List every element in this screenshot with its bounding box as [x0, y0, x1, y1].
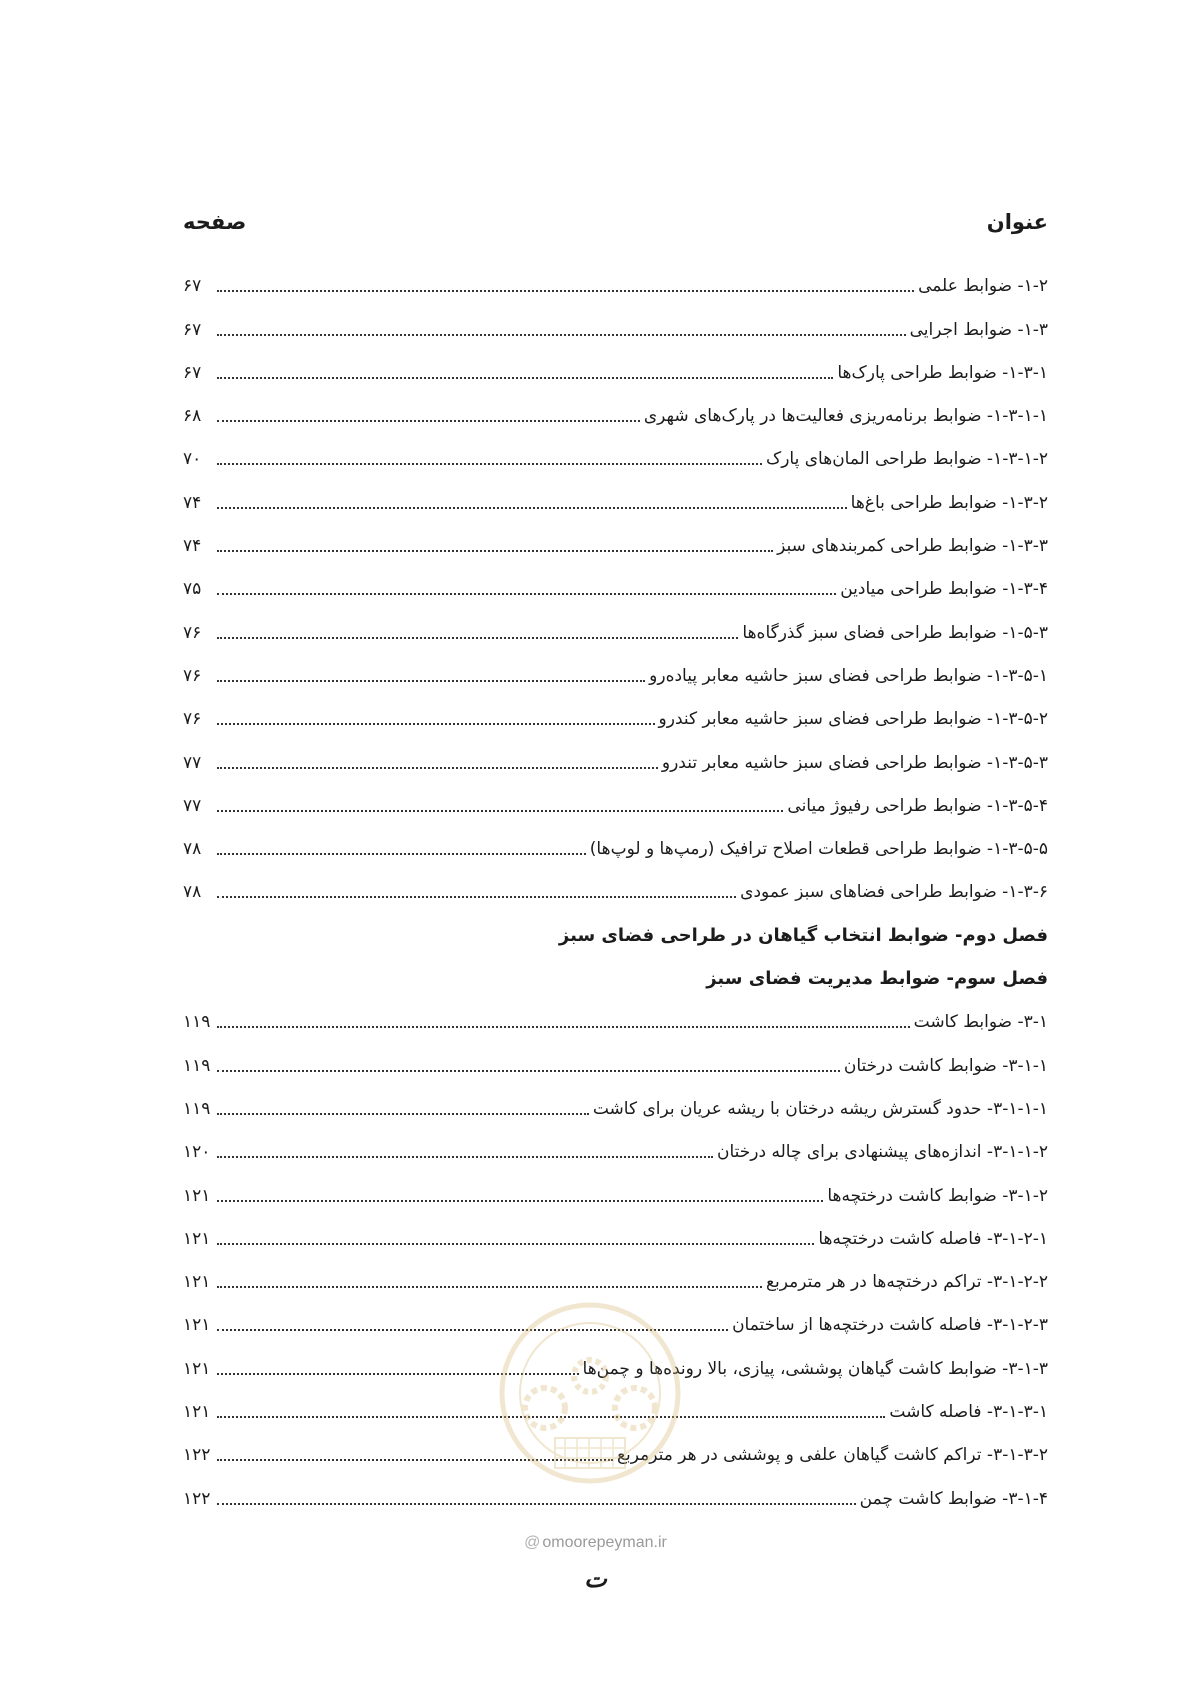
- toc-entry: [183, 297, 1048, 340]
- toc-entry: [183, 1380, 1048, 1423]
- toc-entry-page: ۷۸: [183, 839, 202, 860]
- dot-leader: [217, 1372, 579, 1375]
- toc-entry-page: ۱۲۱: [183, 1315, 211, 1336]
- toc-entry-title: ۳-۱-۳- ضوابط کاشت گیاهان پوششی، پیازی، بالا رونده‌ها و چمن‌ها: [582, 1358, 1048, 1379]
- toc-entry-page: ۱۲۰: [183, 1142, 211, 1163]
- toc-entry-title: ۳-۱- ضوابط کاشت: [913, 1012, 1048, 1033]
- toc-entry-page: ۷۶: [183, 665, 202, 686]
- toc-entry-page: ۷۷: [183, 752, 202, 773]
- toc-header: [183, 210, 1048, 254]
- toc-entry-page: ۱۲۱: [183, 1272, 211, 1293]
- toc-entry-page: ۱۲۱: [183, 1402, 211, 1423]
- footer-url-text: omoorepeyman.ir: [542, 1534, 667, 1551]
- toc-entry-page: ۷۷: [183, 795, 202, 816]
- toc-entry-page: ۷۴: [183, 536, 202, 557]
- toc-entry: [183, 860, 1048, 903]
- toc-entry-title: ۳-۱-۱- ضوابط کاشت درختان: [843, 1055, 1048, 1076]
- dot-leader: [217, 1069, 840, 1072]
- toc-entry: [183, 1120, 1048, 1163]
- dot-leader: [217, 1112, 589, 1115]
- toc-entry-title: ۳-۱-۱-۱- حدود گسترش ریشه درختان با ریشه عریان برای کاشت: [592, 1098, 1048, 1119]
- toc-entry: [183, 1466, 1048, 1509]
- toc-entry-page: ۶۷: [183, 276, 202, 297]
- toc-entry-title: ۱-۳-۳- ضوابط طراحی کمربندهای سبز: [777, 536, 1048, 557]
- dot-leader: [217, 1502, 856, 1505]
- toc-entry-title: ۳-۱-۲-۳- فاصله کاشت درختچه‌ها از ساختمان: [732, 1315, 1048, 1336]
- toc-entry-page: ۷۸: [183, 882, 202, 903]
- dot-leader: [217, 895, 736, 898]
- toc-entry: [183, 817, 1048, 860]
- toc-entry: [183, 514, 1048, 557]
- toc-entry-page: ۷۵: [183, 579, 202, 600]
- toc-entry-title: ۱-۳-۱-۱- ضوابط برنامه‌ریزی فعالیت‌ها در پارک‌های شهری: [643, 406, 1048, 427]
- toc-entry: [183, 1250, 1048, 1293]
- dot-leader: [217, 852, 586, 855]
- dot-leader: [217, 506, 847, 509]
- toc-entry-title: ۳-۱-۲-۱- فاصله کاشت درختچه‌ها: [818, 1228, 1048, 1249]
- toc-entry: [183, 1077, 1048, 1120]
- at-icon: @: [524, 1534, 541, 1551]
- dot-leader: [217, 1199, 823, 1202]
- toc-entry: [183, 1163, 1048, 1206]
- toc-entry: [183, 990, 1048, 1033]
- dot-leader: [217, 333, 906, 336]
- toc-entry-title: ۱-۳-۱-۲- ضوابط طراحی المان‌های پارک: [766, 449, 1048, 470]
- toc-entry-title: ۱-۳-۵-۲- ضوابط طراحی فضای سبز حاشیه معابر کندرو: [658, 709, 1048, 730]
- toc-entry-title: فصل دوم- ضوابط انتخاب گیاهان در طراحی فضای سبز: [558, 924, 1048, 946]
- toc-entry-title: ۱-۳-۱- ضوابط طراحی پارک‌ها: [837, 362, 1048, 383]
- toc-entry: [183, 557, 1048, 600]
- page-number: ت: [584, 1565, 607, 1593]
- toc-entry-title: ۱-۳-۵-۴- ضوابط طراحی رفیوژ میانی: [787, 795, 1048, 816]
- dot-leader: [217, 1155, 713, 1158]
- toc-entry-title: ۳-۱-۳-۲- تراکم کاشت گیاهان علفی و پوششی در هر مترمربع: [616, 1445, 1048, 1466]
- toc-entry-page: ۱۲۲: [183, 1445, 211, 1466]
- toc-entry-page: ۱۱۹: [183, 1098, 211, 1119]
- toc-entry-title: ۱-۵-۳- ضوابط طراحی فضای سبز گذرگاه‌ها: [742, 622, 1048, 643]
- page-column-label: صفحه: [183, 210, 247, 234]
- toc-entry: [183, 254, 1048, 297]
- table-of-contents: [183, 210, 1048, 1510]
- dot-leader: [217, 636, 738, 639]
- dot-leader: [217, 1458, 613, 1461]
- toc-entry-title: ۳-۱-۲- ضوابط کاشت درختچه‌ها: [827, 1185, 1048, 1206]
- dot-leader: [217, 419, 640, 422]
- footer-website: [0, 1534, 1191, 1552]
- toc-entry: [183, 730, 1048, 773]
- toc-rows: [183, 254, 1048, 1510]
- dot-leader: [217, 462, 762, 465]
- dot-leader: [217, 766, 658, 769]
- toc-entry-title: ۳-۱-۲-۲- تراکم درختچه‌ها در هر مترمربع: [766, 1272, 1048, 1293]
- toc-entry-title: ۱-۳-۵-۳- ضوابط طراحی فضای سبز حاشیه معابر تندرو: [661, 752, 1048, 773]
- title-column-label: عنوان: [986, 210, 1048, 234]
- toc-entry: [183, 687, 1048, 730]
- dot-leader: [217, 1328, 728, 1331]
- toc-entry-page: ۶۷: [183, 362, 202, 383]
- toc-entry-page: ۱۱۹: [183, 1055, 211, 1076]
- dot-leader: [217, 1025, 910, 1028]
- dot-leader: [217, 592, 836, 595]
- toc-entry-title: ۱-۳-۶- ضوابط طراحی فضاهای سبز عمودی: [740, 882, 1048, 903]
- dot-leader: [217, 809, 783, 812]
- dot-leader: [217, 722, 655, 725]
- toc-entry-title: ۱-۳-۲- ضوابط طراحی باغ‌ها: [850, 492, 1048, 513]
- toc-entry-title: ۳-۱-۱-۲- اندازه‌های پیشنهادی برای چاله درختان: [716, 1142, 1048, 1163]
- toc-entry-page: ۱۲۱: [183, 1358, 211, 1379]
- toc-entry-page: ۱۲۲: [183, 1488, 211, 1509]
- toc-entry-page: ۷۰: [183, 449, 202, 470]
- toc-entry: [183, 341, 1048, 384]
- toc-entry-title: فصل سوم- ضوابط مدیریت فضای سبز: [706, 968, 1048, 990]
- dot-leader: [217, 376, 833, 379]
- toc-entry-page: ۱۲۱: [183, 1228, 211, 1249]
- toc-chapter-heading: [183, 903, 1048, 946]
- toc-entry: [183, 384, 1048, 427]
- dot-leader: [217, 1415, 885, 1418]
- toc-entry-page: ۷۶: [183, 709, 202, 730]
- toc-entry-title: ۱-۳-۴- ضوابط طراحی میادین: [840, 579, 1048, 600]
- dot-leader: [217, 679, 645, 682]
- dot-leader: [217, 549, 773, 552]
- toc-entry-page: ۱۲۱: [183, 1185, 211, 1206]
- toc-entry: [183, 1423, 1048, 1466]
- toc-entry-title: ۳-۱-۳-۱- فاصله کاشت: [889, 1402, 1048, 1423]
- toc-entry: [183, 600, 1048, 643]
- toc-entry-title: ۱-۳-۵-۵- ضوابط طراحی قطعات اصلاح ترافیک (رمپ‌ها و لوپ‌ها): [589, 839, 1048, 860]
- toc-entry: [183, 470, 1048, 513]
- toc-entry-title: ۱-۳-۵-۱- ضوابط طراحی فضای سبز حاشیه معابر پیاده‌رو: [649, 665, 1048, 686]
- toc-entry-page: ۶۷: [183, 319, 202, 340]
- toc-entry: [183, 427, 1048, 470]
- toc-entry: [183, 1033, 1048, 1076]
- toc-entry: [183, 1336, 1048, 1379]
- toc-entry-page: ۶۸: [183, 406, 202, 427]
- toc-entry-page: ۷۶: [183, 622, 202, 643]
- dot-leader: [217, 289, 914, 292]
- toc-entry: [183, 644, 1048, 687]
- dot-leader: [217, 1242, 814, 1245]
- toc-entry-title: ۳-۱-۴- ضوابط کاشت چمن: [859, 1488, 1048, 1509]
- toc-entry-title: ۱-۳- ضوابط اجرایی: [909, 319, 1048, 340]
- toc-entry: [183, 774, 1048, 817]
- toc-entry-title: ۱-۲- ضوابط علمی: [918, 276, 1048, 297]
- toc-chapter-heading: [183, 947, 1048, 990]
- toc-entry: [183, 1207, 1048, 1250]
- dot-leader: [217, 1285, 762, 1288]
- toc-entry-page: ۷۴: [183, 492, 202, 513]
- toc-entry: [183, 1293, 1048, 1336]
- toc-entry-page: ۱۱۹: [183, 1012, 211, 1033]
